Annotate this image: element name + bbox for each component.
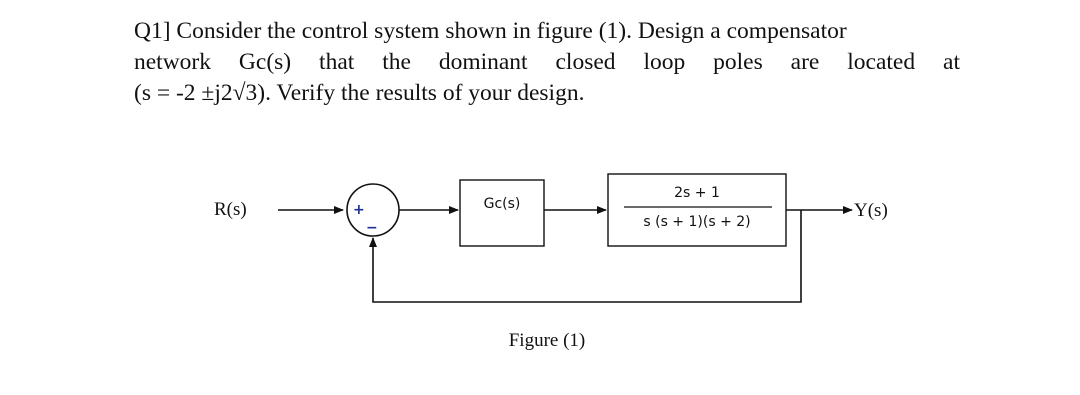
question-line-2: network Gc(s) that the dominant closed loop poles are located at <box>134 49 960 75</box>
plant-numerator: 2s + 1 <box>674 185 720 201</box>
compensator-label: Gc(s) <box>483 196 521 212</box>
question-line-1: Q1] Consider the control system shown in figure (1). Design a compensator <box>134 18 847 44</box>
output-label: Y(s) <box>854 200 888 221</box>
plant-denominator: s (s + 1)(s + 2) <box>643 214 751 230</box>
compensator-block <box>460 180 544 246</box>
figure-caption: Figure (1) <box>508 330 586 351</box>
question-line-3: (s = -2 ±j2√3). Verify the results of your design. <box>134 80 585 106</box>
summing-plus-sign: + <box>353 202 365 218</box>
input-label: R(s) <box>214 199 247 220</box>
summing-minus-sign: − <box>366 220 378 236</box>
